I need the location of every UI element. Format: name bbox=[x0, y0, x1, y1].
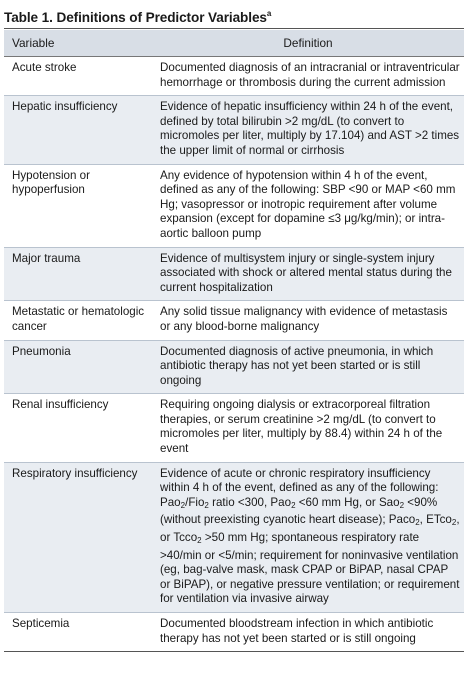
subscript: 2 bbox=[204, 500, 209, 510]
variable-cell: Metastatic or hematologic cancer bbox=[4, 301, 152, 340]
header-variable: Variable bbox=[4, 30, 152, 57]
definition-cell: Any solid tissue malignancy with evidence of metastasis or any blood-borne malignancy bbox=[152, 301, 464, 340]
definition-cell: Evidence of multisystem injury or single-system injury associated with shock or altered mental status during the current hospitalization bbox=[152, 247, 464, 301]
table-header-row bbox=[4, 30, 464, 57]
definition-cell: Documented bloodstream infection in which antibiotic therapy has not yet been started or is still ongoing bbox=[152, 613, 464, 652]
title-footnote-mark: a bbox=[266, 9, 272, 18]
definition-text: >50 mm Hg; spontaneous respiratory rate >40/min or <5/min; requirement for noninvasive ventilation (eg, bag-valve mask, mask CPAP or BiPAP, nasal CPAP or BiPAP), or negative pressure ventilation; or requirement for ventilation via invasive airway bbox=[160, 531, 460, 606]
definition-cell: Requiring ongoing dialysis or extracorporeal filtration therapies, or serum creatinine >2 mg/dL (to convert to micromoles per liter, multiply by 88.4) within 24 h of the event bbox=[152, 394, 464, 462]
table-row bbox=[4, 340, 464, 394]
definition-text: <60 mm Hg, or Sao bbox=[295, 495, 400, 509]
variable-cell: Pneumonia bbox=[4, 340, 152, 394]
table-row bbox=[4, 57, 464, 96]
variable-cell: Septicemia bbox=[4, 613, 152, 652]
definition-cell: Documented diagnosis of active pneumonia, in which antibiotic therapy has not yet been started or is still ongoing bbox=[152, 340, 464, 394]
variable-cell: Renal insufficiency bbox=[4, 394, 152, 462]
variable-cell: Major trauma bbox=[4, 247, 152, 301]
subscript: 2 bbox=[415, 518, 420, 528]
subscript: 2 bbox=[399, 500, 405, 510]
subscript: 2 bbox=[197, 536, 202, 546]
variable-cell: Hepatic insufficiency bbox=[4, 96, 152, 164]
definition-text: /Fio bbox=[185, 495, 205, 509]
table-row bbox=[4, 96, 464, 164]
definition-text: <90% (without preexisting cyanotic heart disease); Paco bbox=[160, 495, 438, 527]
variable-cell: Hypotension or hypoperfusion bbox=[4, 164, 152, 247]
definition-cell: Evidence of hepatic insufficiency within 24 h of the event, defined by total bilirubin >2 mg/dL (to convert to micromoles per liter, multiply by 17.104) and AST >2 times the upper limit of normal or cirrhosis bbox=[152, 96, 464, 164]
table-title bbox=[4, 3, 468, 27]
table-title-text: Table 1. Definitions of Predictor Variables bbox=[4, 10, 267, 25]
definition-cell bbox=[152, 462, 464, 612]
definitions-table bbox=[4, 30, 464, 652]
table-row bbox=[4, 301, 464, 340]
definition-text: Evidence of acute or chronic respiratory insufficiency within 4 h of the event, defined as any of the following: Pao bbox=[160, 466, 439, 509]
definition-text: , ETco bbox=[419, 513, 452, 527]
table-row bbox=[4, 613, 464, 652]
definition-text: ratio <300, Pao bbox=[208, 495, 292, 509]
definition-cell: Any evidence of hypotension within 4 h of the event, defined as any of the following: SBP <90 or MAP <60 mm Hg; vasopressor or inotropic requirement after volume expansion (except for dopamine ≤3 μg/kg/min); or intra-aortic balloon pump bbox=[152, 164, 464, 247]
subscript: 2 bbox=[180, 500, 186, 510]
title-rule bbox=[4, 28, 464, 29]
variable-cell: Acute stroke bbox=[4, 57, 152, 96]
table-row bbox=[4, 394, 464, 462]
definition-text: , or Tcco bbox=[160, 513, 460, 545]
subscript: 2 bbox=[451, 518, 457, 528]
variable-cell: Respiratory insufficiency bbox=[4, 462, 152, 612]
table-row bbox=[4, 462, 464, 612]
table-row bbox=[4, 247, 464, 301]
header-definition: Definition bbox=[152, 30, 464, 57]
definition-cell: Documented diagnosis of an intracranial or intraventricular hemorrhage or thrombosis during the current admission bbox=[152, 57, 464, 96]
subscript: 2 bbox=[291, 500, 296, 510]
table-row bbox=[4, 164, 464, 247]
